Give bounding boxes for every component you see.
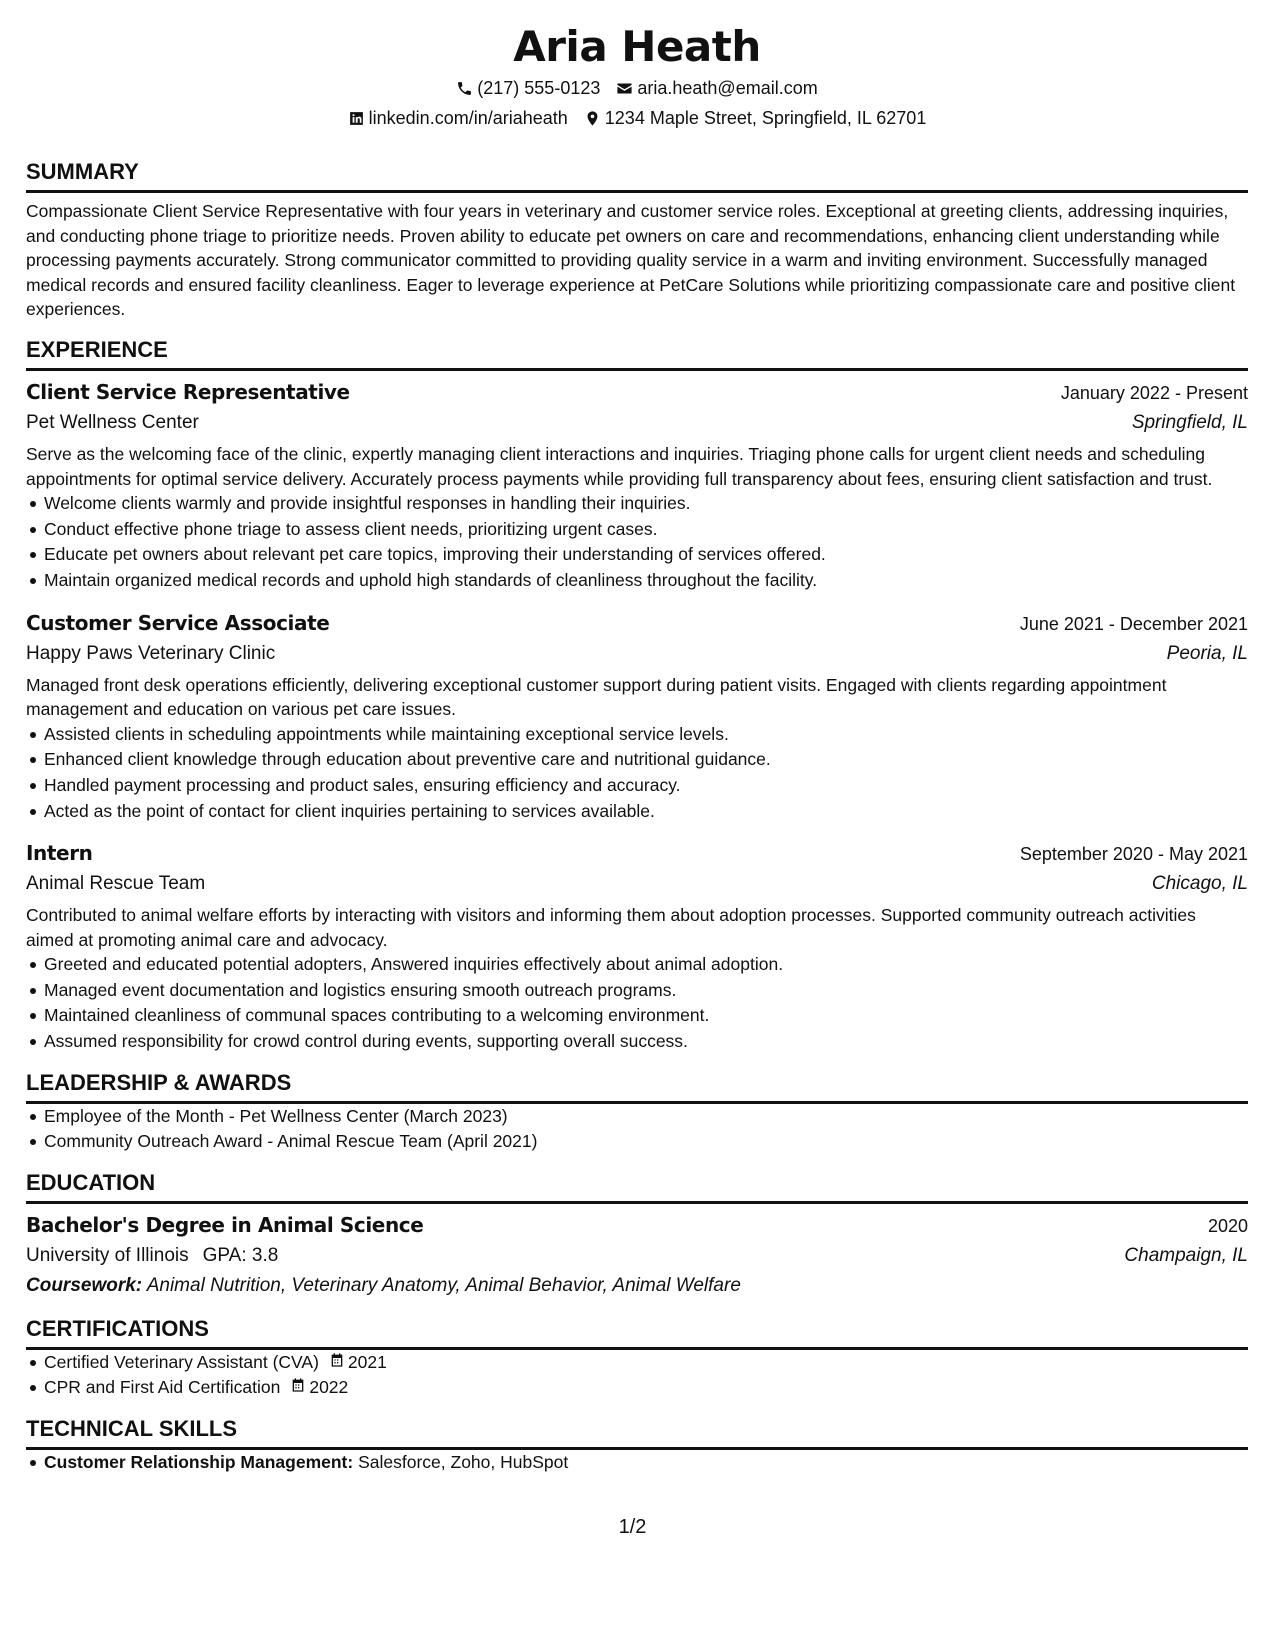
- cert-name: Certified Veterinary Assistant (CVA): [44, 1351, 319, 1372]
- bullet-icon: [30, 527, 36, 533]
- bullet-icon: [30, 1360, 36, 1366]
- list-item: Educate pet owners about relevant pet care topics, improving their understanding of services offered.: [44, 542, 1248, 568]
- section-title-education: EDUCATION: [26, 1169, 1248, 1204]
- bullet-icon: [30, 1385, 36, 1391]
- bullet-icon: [30, 757, 36, 763]
- bullet-icon: [30, 1013, 36, 1019]
- list-item: Community Outreach Award - Animal Rescue Team (April 2021): [44, 1129, 1248, 1155]
- bullet-icon: [30, 578, 36, 584]
- gpa: GPA: 3.8: [202, 1244, 279, 1266]
- bullet-icon: [30, 1039, 36, 1045]
- bullet-icon: [30, 962, 36, 968]
- bullet-icon: [30, 783, 36, 789]
- address-contact: [584, 106, 927, 130]
- job-dates: September 2020 - May 2021: [1019, 844, 1248, 865]
- list-item: Employee of the Month - Pet Wellness Center (March 2023): [44, 1104, 1248, 1130]
- job-location: Chicago, IL: [1151, 873, 1248, 895]
- section-title-summary: SUMMARY: [26, 158, 1248, 193]
- page-number: 1/2: [618, 1516, 647, 1538]
- skill-values: Salesforce, Zoho, HubSpot: [358, 1452, 569, 1473]
- bullet-icon: [30, 988, 36, 994]
- envelope-icon: [616, 80, 633, 97]
- cert-year: 2021: [347, 1351, 387, 1372]
- list-item: Managed event documentation and logistics ensuring smooth outreach programs.: [44, 978, 1248, 1004]
- linkedin-text: linkedin.com/in/ariaheath: [368, 108, 568, 128]
- certifications-section: [26, 1315, 1248, 1401]
- bullet-icon: [30, 1114, 36, 1120]
- list-item: Greeted and educated potential adopters, Answered inquiries effectively about animal adoption.: [44, 952, 1248, 978]
- job-organization: Happy Paws Veterinary Clinic: [26, 642, 276, 664]
- section-title-certifications: CERTIFICATIONS: [26, 1315, 1248, 1350]
- bullet-icon: [30, 809, 36, 815]
- job-description: Contributed to animal welfare efforts by interacting with visitors and informing them about adoption processes. Supported community outreach activities aimed at promoting animal care and advocacy.: [26, 905, 1196, 950]
- education-section: [26, 1169, 1248, 1301]
- skill-category: Customer Relationship Management:: [44, 1452, 354, 1473]
- job-dates: June 2021 - December 2021: [1019, 613, 1248, 634]
- job-location: Peoria, IL: [1166, 642, 1248, 664]
- skills-list: [26, 1450, 1248, 1476]
- address-text: 1234 Maple Street, Springfield, IL 62701: [604, 108, 927, 128]
- list-item: Handled payment processing and product sales, ensuring efficiency and accuracy.: [44, 773, 1248, 799]
- cert-year: 2022: [309, 1377, 349, 1398]
- degree-title: Bachelor's Degree in Animal Science: [26, 1212, 424, 1237]
- resume-header: [26, 22, 1248, 130]
- list-item: [44, 1375, 1248, 1401]
- list-item: Acted as the point of contact for client inquiries pertaining to services available.: [44, 799, 1248, 825]
- coursework-list: Animal Nutrition, Veterinary Anatomy, Animal Behavior, Animal Welfare: [146, 1274, 741, 1296]
- job-description: Managed front desk operations efficiently, delivering exceptional customer support during patient visits. Engaged with clients regarding appointment management and education on various pet care issues.: [26, 674, 1167, 720]
- cert-name: CPR and First Aid Certification: [44, 1377, 281, 1398]
- summary-text: Compassionate Client Service Representative with four years in veterinary and customer service roles. Exceptional at greeting clients, addressing inquiries, and conducting phone triage to prioritize needs. Proven ability to educate pet owners on care and recommendations, enhancing client understanding while processing payments accurately. Strong communicator committed to providing quality service in a warm and inviting environment. Successfully managed medical records and ensured facility cleanliness. Eager to leverage experience at PetCare Solutions while prioritizing compassionate care and positive client experiences.: [26, 201, 1236, 320]
- email-text: aria.heath@email.com: [637, 78, 818, 98]
- section-title-leadership: LEADERSHIP & AWARDS: [26, 1069, 1248, 1104]
- candidate-name: Aria Heath: [513, 22, 761, 71]
- section-title-skills: TECHNICAL SKILLS: [26, 1415, 1248, 1450]
- phone-text: (217) 555-0123: [477, 78, 601, 98]
- list-item: Enhanced client knowledge through education about preventive care and nutritional guidance.: [44, 747, 1248, 773]
- job-dates: January 2022 - Present: [1060, 382, 1248, 403]
- calendar-icon: [290, 1375, 306, 1401]
- job-bullet-list: [26, 722, 1248, 824]
- bullet-icon: [30, 1139, 36, 1145]
- list-item: Conduct effective phone triage to assess client needs, prioritizing urgent cases.: [44, 517, 1248, 543]
- coursework-label: Coursework:: [26, 1274, 143, 1296]
- graduation-year: 2020: [1207, 1215, 1248, 1236]
- experience-section: [26, 336, 1248, 1055]
- bullet-icon: [30, 501, 36, 507]
- contact-line-2: [26, 106, 1248, 130]
- job-entry: [26, 377, 1248, 594]
- job-bullet-list: [26, 491, 1248, 593]
- job-entry: [26, 608, 1248, 825]
- coursework: [26, 1271, 1248, 1301]
- contact-line-1: [26, 76, 1248, 100]
- certifications-list: [26, 1350, 1248, 1401]
- job-title: Customer Service Associate: [26, 610, 330, 635]
- section-title-experience: EXPERIENCE: [26, 336, 1248, 371]
- school-info: [26, 1241, 278, 1271]
- email-contact[interactable]: [616, 76, 817, 100]
- list-item: Maintain organized medical records and uphold high standards of cleanliness throughout the facility.: [44, 568, 1248, 594]
- job-description: Serve as the welcoming face of the clinic, expertly managing client interactions and inquiries. Triaging phone calls for urgent client needs and scheduling appointments for optimal service delivery. Accurately process payments while providing full transparency about fees, ensuring client satisfaction and trust.: [26, 443, 1213, 489]
- school-location: Champaign, IL: [1124, 1244, 1248, 1266]
- bullet-icon: [30, 552, 36, 558]
- phone-contact[interactable]: [456, 76, 600, 100]
- job-bullet-list: [26, 952, 1248, 1054]
- skills-section: [26, 1415, 1248, 1476]
- list-item: [44, 1350, 1248, 1376]
- school-name: University of Illinois: [26, 1244, 189, 1266]
- job-organization: Animal Rescue Team: [26, 873, 206, 895]
- list-item: Welcome clients warmly and provide insightful responses in handling their inquiries.: [44, 491, 1248, 517]
- bullet-icon: [30, 1460, 36, 1466]
- education-entry: [26, 1210, 1248, 1301]
- awards-list: [26, 1104, 1248, 1155]
- bullet-icon: [30, 732, 36, 738]
- job-location: Springfield, IL: [1131, 411, 1248, 433]
- resume-page: [26, 22, 1248, 1538]
- job-entry: [26, 838, 1248, 1055]
- job-title: Intern: [26, 841, 93, 866]
- list-item: Assisted clients in scheduling appointments while maintaining exceptional service levels.: [44, 722, 1248, 748]
- phone-icon: [456, 80, 473, 97]
- job-organization: Pet Wellness Center: [26, 411, 199, 433]
- leadership-section: [26, 1069, 1248, 1155]
- linkedin-contact[interactable]: [348, 106, 568, 130]
- calendar-icon: [329, 1350, 345, 1376]
- list-item: Assumed responsibility for crowd control during events, supporting overall success.: [44, 1029, 1248, 1055]
- job-title: Client Service Representative: [26, 379, 350, 404]
- linkedin-icon: [348, 110, 365, 127]
- summary-section: [26, 158, 1248, 322]
- map-pin-icon: [584, 110, 601, 127]
- list-item: [44, 1450, 1248, 1476]
- list-item: Maintained cleanliness of communal spaces contributing to a welcoming environment.: [44, 1003, 1248, 1029]
